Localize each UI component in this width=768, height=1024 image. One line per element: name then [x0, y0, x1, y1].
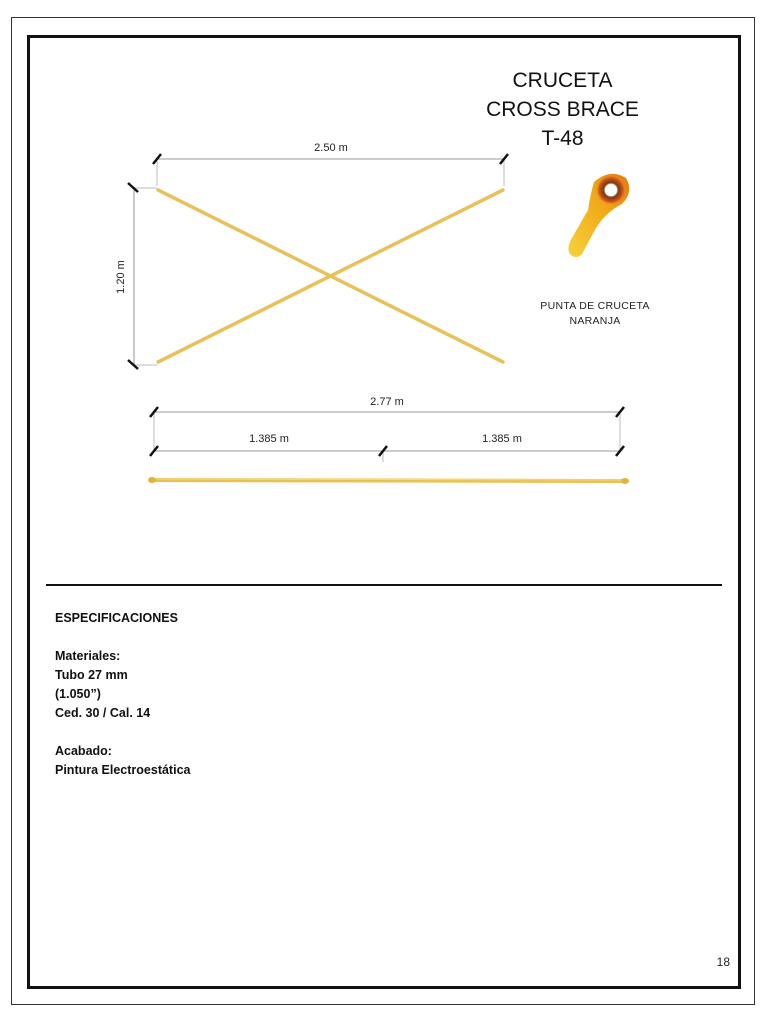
dimension-label-half-left: 1.385 m: [249, 433, 289, 445]
specifications-section: [55, 609, 455, 780]
brace-end-right: [621, 478, 629, 484]
materials-label: Materiales:: [55, 649, 121, 663]
dimension-height: [115, 183, 157, 369]
dimension-top-width: [153, 142, 508, 186]
brace-side-view: [148, 477, 629, 484]
brace-end-left: [148, 477, 156, 483]
specifications-heading: ESPECIFICACIONES: [55, 611, 178, 625]
materials-diameter: (1.050”): [55, 687, 101, 701]
dimension-halves: [150, 433, 624, 462]
section-divider: [46, 584, 722, 586]
dimension-label-total-length: 2.77 m: [370, 396, 404, 408]
title-model-code: T-48: [541, 127, 584, 150]
dimension-label-height: 1.20 m: [115, 260, 127, 294]
x-brace: [158, 190, 503, 362]
finish-value: Pintura Electroestática: [55, 763, 191, 777]
tip-caption-line2: NARANJA: [569, 315, 621, 327]
tip-caption: [520, 299, 670, 329]
materials-gauge: Ced. 30 / Cal. 14: [55, 706, 151, 720]
title-line-english: CROSS BRACE: [486, 98, 639, 121]
title-line-spanish: CRUCETA: [512, 69, 613, 92]
dimension-total-length: [150, 396, 624, 451]
orange-tip-icon: [568, 174, 629, 257]
page-number: 18: [716, 955, 730, 969]
dimension-label-half-right: 1.385 m: [482, 433, 522, 445]
finish-label: Acabado:: [55, 744, 112, 758]
tip-caption-line1: PUNTA DE CRUCETA: [540, 300, 650, 312]
dimension-label-top-width: 2.50 m: [314, 142, 348, 154]
materials-tube: Tubo 27 mm: [55, 668, 128, 682]
